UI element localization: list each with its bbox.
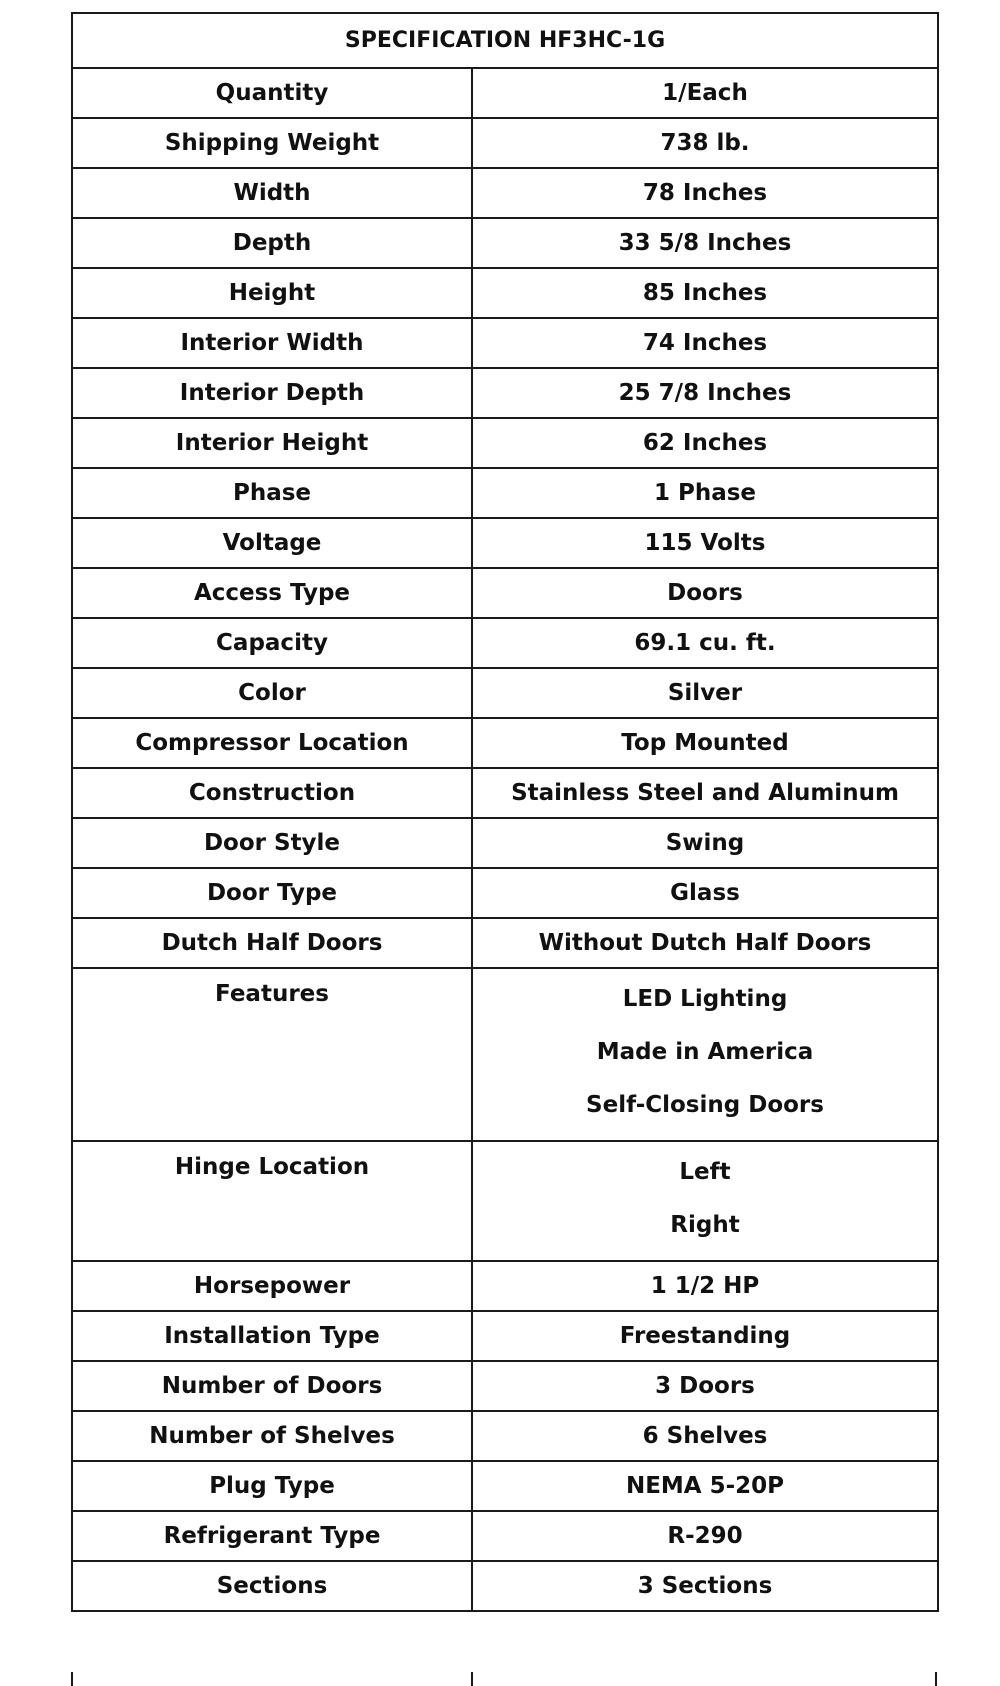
spec-label: Width [72,168,472,218]
spec-value [472,1141,938,1261]
spec-label: Access Type [72,568,472,618]
spec-label: Features [72,968,472,1141]
spec-label: Interior Width [72,318,472,368]
spec-value: Silver [472,668,938,718]
spec-label: Depth [72,218,472,268]
table-title: SPECIFICATION HF3HC-1G [72,13,938,68]
spec-value-line: Left [679,1159,731,1185]
spec-value: 74 Inches [472,318,938,368]
spec-value: 3 Sections [472,1561,938,1611]
spec-value-line: Made in America [596,1039,814,1065]
table-row [72,1411,938,1461]
spec-label: Height [72,268,472,318]
spec-label: Color [72,668,472,718]
spec-value: Stainless Steel and Aluminum [472,768,938,818]
table-row [72,318,938,368]
spec-value [472,968,938,1141]
spec-value: 738 lb. [472,118,938,168]
table-row [72,1311,938,1361]
spec-label: Quantity [72,68,472,118]
spec-label: Voltage [72,518,472,568]
spec-value: 85 Inches [472,268,938,318]
spec-value: 115 Volts [472,518,938,568]
table-row [72,1141,938,1261]
table-row [72,868,938,918]
table-body [72,68,938,1611]
spec-label: Construction [72,768,472,818]
table-row [72,218,938,268]
table-row [72,1461,938,1511]
specification-table [71,12,939,1612]
table-row [72,468,938,518]
table-row [72,968,938,1141]
spec-value: 1/Each [472,68,938,118]
column-divider [471,1672,473,1686]
table-row [72,518,938,568]
spec-label: Interior Height [72,418,472,468]
spec-value: Without Dutch Half Doors [472,918,938,968]
spec-value-line: LED Lighting [622,986,788,1012]
spec-label: Number of Doors [72,1361,472,1411]
table-row [72,768,938,818]
spec-value: Swing [472,818,938,868]
spec-value: Freestanding [472,1311,938,1361]
table-row [72,268,938,318]
spec-label: Door Type [72,868,472,918]
spec-label: Capacity [72,618,472,668]
spec-label: Phase [72,468,472,518]
spec-label: Door Style [72,818,472,868]
table-row [72,1511,938,1561]
table-row [72,1561,938,1611]
table-row [72,368,938,418]
spec-value: 62 Inches [472,418,938,468]
spec-label: Dutch Half Doors [72,918,472,968]
spec-label: Compressor Location [72,718,472,768]
table-row [72,718,938,768]
table-row [72,818,938,868]
spec-value: 3 Doors [472,1361,938,1411]
spec-value: Top Mounted [472,718,938,768]
spec-label: Number of Shelves [72,1411,472,1461]
spec-label: Plug Type [72,1461,472,1511]
spec-label: Horsepower [72,1261,472,1311]
table-row [72,668,938,718]
spec-value: 33 5/8 Inches [472,218,938,268]
spec-label: Refrigerant Type [72,1511,472,1561]
spec-value: 78 Inches [472,168,938,218]
spec-value: Doors [472,568,938,618]
spec-value: 1 Phase [472,468,938,518]
table-row [72,568,938,618]
table-row [72,918,938,968]
table-row [72,68,938,118]
spec-value: 69.1 cu. ft. [472,618,938,668]
table-row [72,418,938,468]
table-row [72,1361,938,1411]
spec-value: 25 7/8 Inches [472,368,938,418]
spec-value: Glass [472,868,938,918]
spec-value: 1 1/2 HP [472,1261,938,1311]
table-continuation [71,1672,937,1686]
spec-value: NEMA 5-20P [472,1461,938,1511]
spec-value-line: Right [670,1212,740,1238]
spec-label: Installation Type [72,1311,472,1361]
spec-label: Interior Depth [72,368,472,418]
spec-value-line: Self-Closing Doors [586,1092,824,1118]
table-row [72,1261,938,1311]
spec-label: Shipping Weight [72,118,472,168]
table-header-row [72,13,938,68]
spec-label: Hinge Location [72,1141,472,1261]
spec-value: R-290 [472,1511,938,1561]
table-row [72,618,938,668]
spec-label: Sections [72,1561,472,1611]
table-row [72,118,938,168]
table-row [72,168,938,218]
spec-value: 6 Shelves [472,1411,938,1461]
